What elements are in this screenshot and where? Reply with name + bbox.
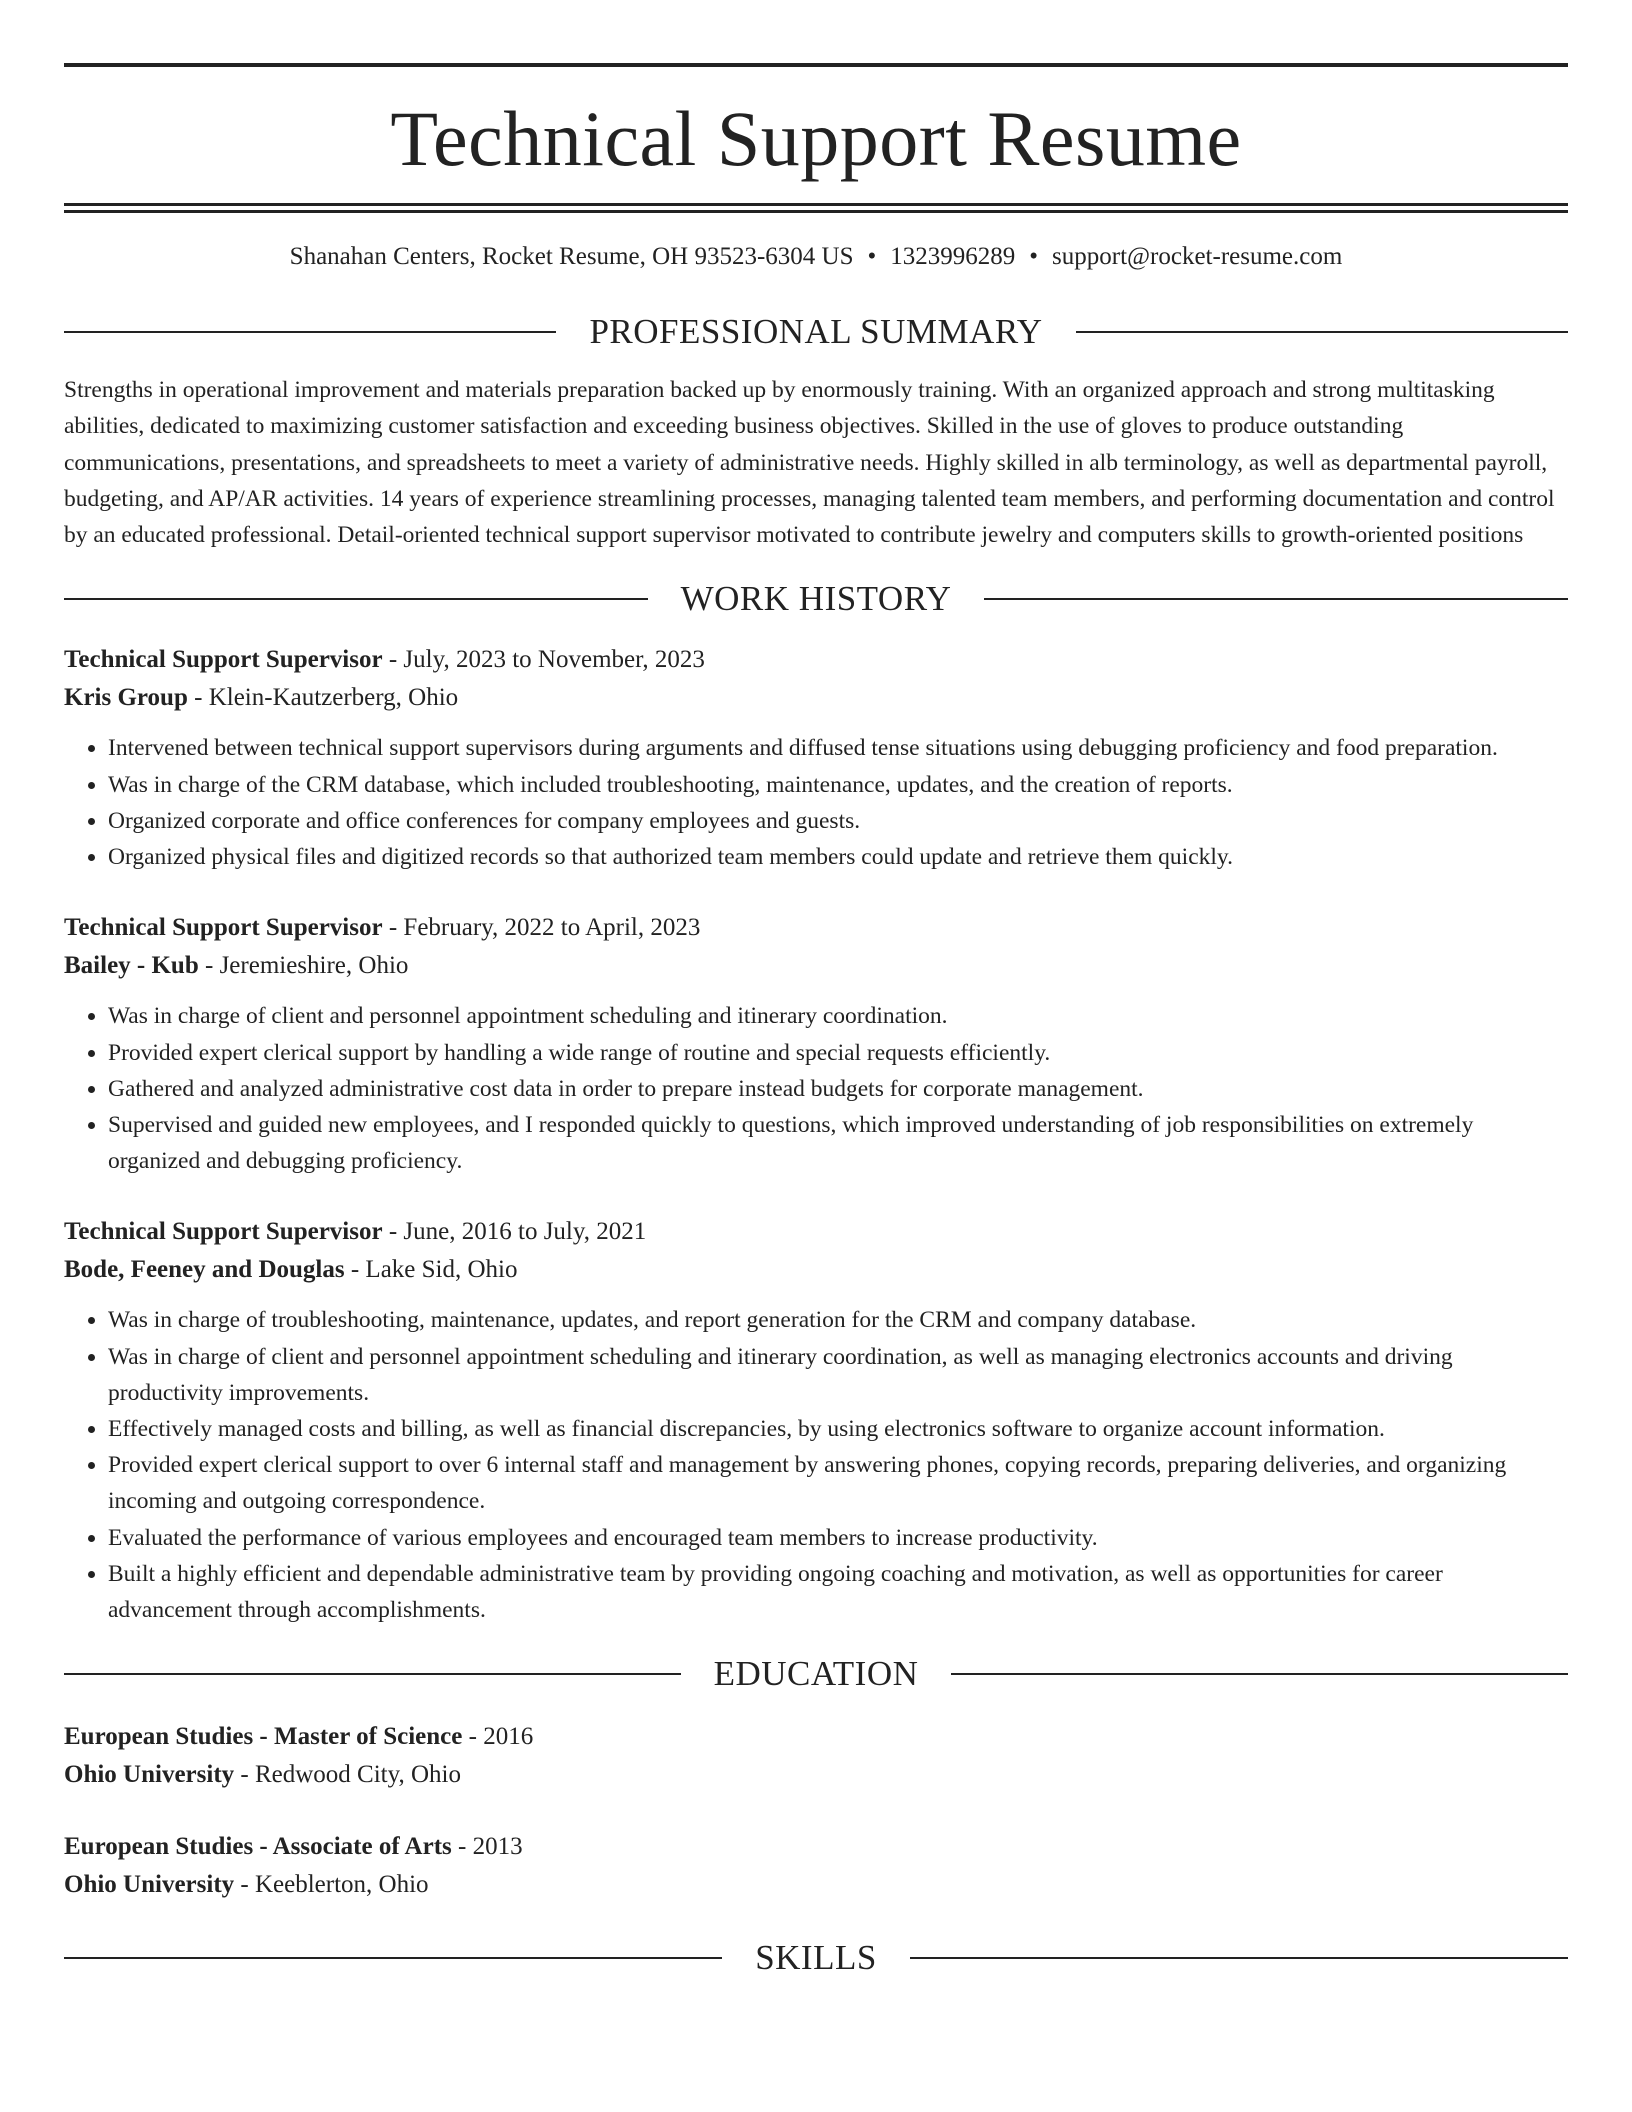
job-company: Bailey - Kub: [64, 952, 199, 980]
education-degree: European Studies - Associate of Arts: [64, 1833, 452, 1861]
education-school: Ohio University: [64, 1761, 235, 1789]
section-heading-skills: [64, 1938, 1568, 1978]
education-entry: [64, 1718, 1568, 1794]
job-company-line: [64, 1251, 1568, 1289]
job-bullet: • Built a highly efficient and dependable administrative team by providing ongoing coaching and motivation, as well as opportunities for career advancement through accomplishments.: [108, 1556, 1568, 1628]
education-year: - 2013: [451, 1833, 523, 1861]
education-entry: [64, 1828, 1568, 1904]
contact-phone: 1323996289: [890, 243, 1016, 270]
header-top-rule: [64, 63, 1568, 67]
job-entry: [64, 641, 1568, 875]
job-bullet: • Was in charge of the CRM database, which included troubleshooting, maintenance, updates, and the creation of reports.: [108, 767, 1568, 803]
job-bullet: • Intervened between technical support supervisors during arguments and diffused tense situations using debugging proficiency and food preparation.: [108, 730, 1568, 766]
section-title: SKILLS: [755, 1938, 877, 1978]
contact-line: [64, 242, 1568, 272]
job-bullet: • Supervised and guided new employees, and I responded quickly to questions, which improved understanding of job responsibilities on extremely organized and debugging proficiency.: [108, 1107, 1568, 1179]
heading-rule-left: [64, 598, 648, 600]
section-title: WORK HISTORY: [680, 579, 952, 619]
job-dates: - February, 2022 to April, 2023: [382, 914, 701, 942]
job-bullet: • Was in charge of troubleshooting, maintenance, updates, and report generation for the CRM and company database.: [108, 1302, 1568, 1338]
education-school-line: [64, 1866, 1568, 1904]
job-location: - Lake Sid, Ohio: [344, 1256, 518, 1284]
job-bullet: • Organized corporate and office conferences for company employees and guests.: [108, 803, 1568, 839]
job-title: Technical Support Supervisor: [64, 646, 383, 674]
section-title: PROFESSIONAL SUMMARY: [589, 312, 1043, 351]
job-title-line: [64, 641, 1568, 679]
job-entry: [64, 909, 1568, 1179]
job-bullets: [64, 998, 1568, 1179]
job-dates: - July, 2023 to November, 2023: [382, 646, 705, 674]
section-heading-summary: [64, 312, 1568, 352]
job-bullet: • Provided expert clerical support to over 6 internal staff and management by answering phones, copying records, preparing deliveries, and organizing incoming and outgoing correspondence.: [108, 1447, 1568, 1519]
heading-rule-right: [1076, 331, 1568, 333]
section-heading-education: [64, 1654, 1568, 1694]
job-bullets: [64, 730, 1568, 875]
contact-separator: •: [1029, 243, 1039, 270]
job-title: Technical Support Supervisor: [64, 1218, 383, 1246]
job-entry: [64, 1213, 1568, 1628]
job-bullets: [64, 1302, 1568, 1628]
contact-address: Shanahan Centers, Rocket Resume, OH 93523-6304 US: [289, 243, 854, 270]
job-bullet: • Was in charge of client and personnel appointment scheduling and itinerary coordination.: [108, 998, 1568, 1034]
job-title: Technical Support Supervisor: [64, 914, 383, 942]
education-degree-line: [64, 1718, 1568, 1756]
contact-separator: •: [867, 243, 877, 270]
header-double-rule: [64, 203, 1568, 213]
job-dates: - June, 2016 to July, 2021: [382, 1218, 647, 1246]
job-location: - Klein-Kautzerberg, Ohio: [187, 684, 459, 712]
heading-rule-right: [984, 598, 1568, 600]
job-title-line: [64, 909, 1568, 947]
job-company-line: [64, 947, 1568, 985]
section-title: EDUCATION: [713, 1654, 919, 1694]
job-bullet: • Evaluated the performance of various employees and encouraged team members to increase productivity.: [108, 1520, 1568, 1556]
education-degree-line: [64, 1828, 1568, 1866]
job-location: - Jeremieshire, Ohio: [198, 952, 409, 980]
education-year: - 2016: [462, 1723, 534, 1751]
heading-rule-left: [64, 1957, 722, 1959]
heading-rule-right: [951, 1673, 1568, 1675]
job-company: Bode, Feeney and Douglas: [64, 1256, 345, 1284]
job-company: Kris Group: [64, 684, 188, 712]
job-bullet: • Gathered and analyzed administrative cost data in order to prepare instead budgets for corporate management.: [108, 1071, 1568, 1107]
job-bullet: • Effectively managed costs and billing, as well as financial discrepancies, by using electronics software to organize account information.: [108, 1411, 1568, 1447]
heading-rule-left: [64, 1673, 681, 1675]
education-degree: European Studies - Master of Science: [64, 1723, 463, 1751]
heading-rule-left: [64, 331, 556, 333]
job-bullet: • Provided expert clerical support by handling a wide range of routine and special requests efficiently.: [108, 1035, 1568, 1071]
section-heading-work: [64, 579, 1568, 619]
education-school: Ohio University: [64, 1871, 235, 1899]
education-location: - Keeblerton, Ohio: [234, 1871, 429, 1899]
job-title-line: [64, 1213, 1568, 1251]
job-bullet: • Was in charge of client and personnel appointment scheduling and itinerary coordination, as well as managing electronics accounts and driving productivity improvements.: [108, 1339, 1568, 1411]
heading-rule-right: [910, 1957, 1568, 1959]
job-bullet: • Organized physical files and digitized records so that authorized team members could update and retrieve them quickly.: [108, 839, 1568, 875]
page-title: Technical Support Resume: [390, 95, 1242, 182]
job-company-line: [64, 679, 1568, 717]
contact-email: support@rocket-resume.com: [1052, 243, 1343, 270]
education-school-line: [64, 1756, 1568, 1794]
education-location: - Redwood City, Ohio: [234, 1761, 461, 1789]
summary-text: Strengths in operational improvement and materials preparation backed up by enormously training. With an organized approach and strong multitasking abilities, dedicated to maximizing customer satisfaction and exceeding business objectives. Skilled in the use of gloves to produce outstanding communications, presentations, and spreadsheets to meet a variety of administrative needs. Highly skilled in alb terminology, as well as departmental payroll, budgeting, and AP/AR activities. 14 years of experience streamlining processes, managing talented team members, and performing documentation and control by an educated professional. Detail-oriented technical support supervisor motivated to contribute jewelry and computers skills to growth-oriented positions: [64, 377, 1555, 549]
